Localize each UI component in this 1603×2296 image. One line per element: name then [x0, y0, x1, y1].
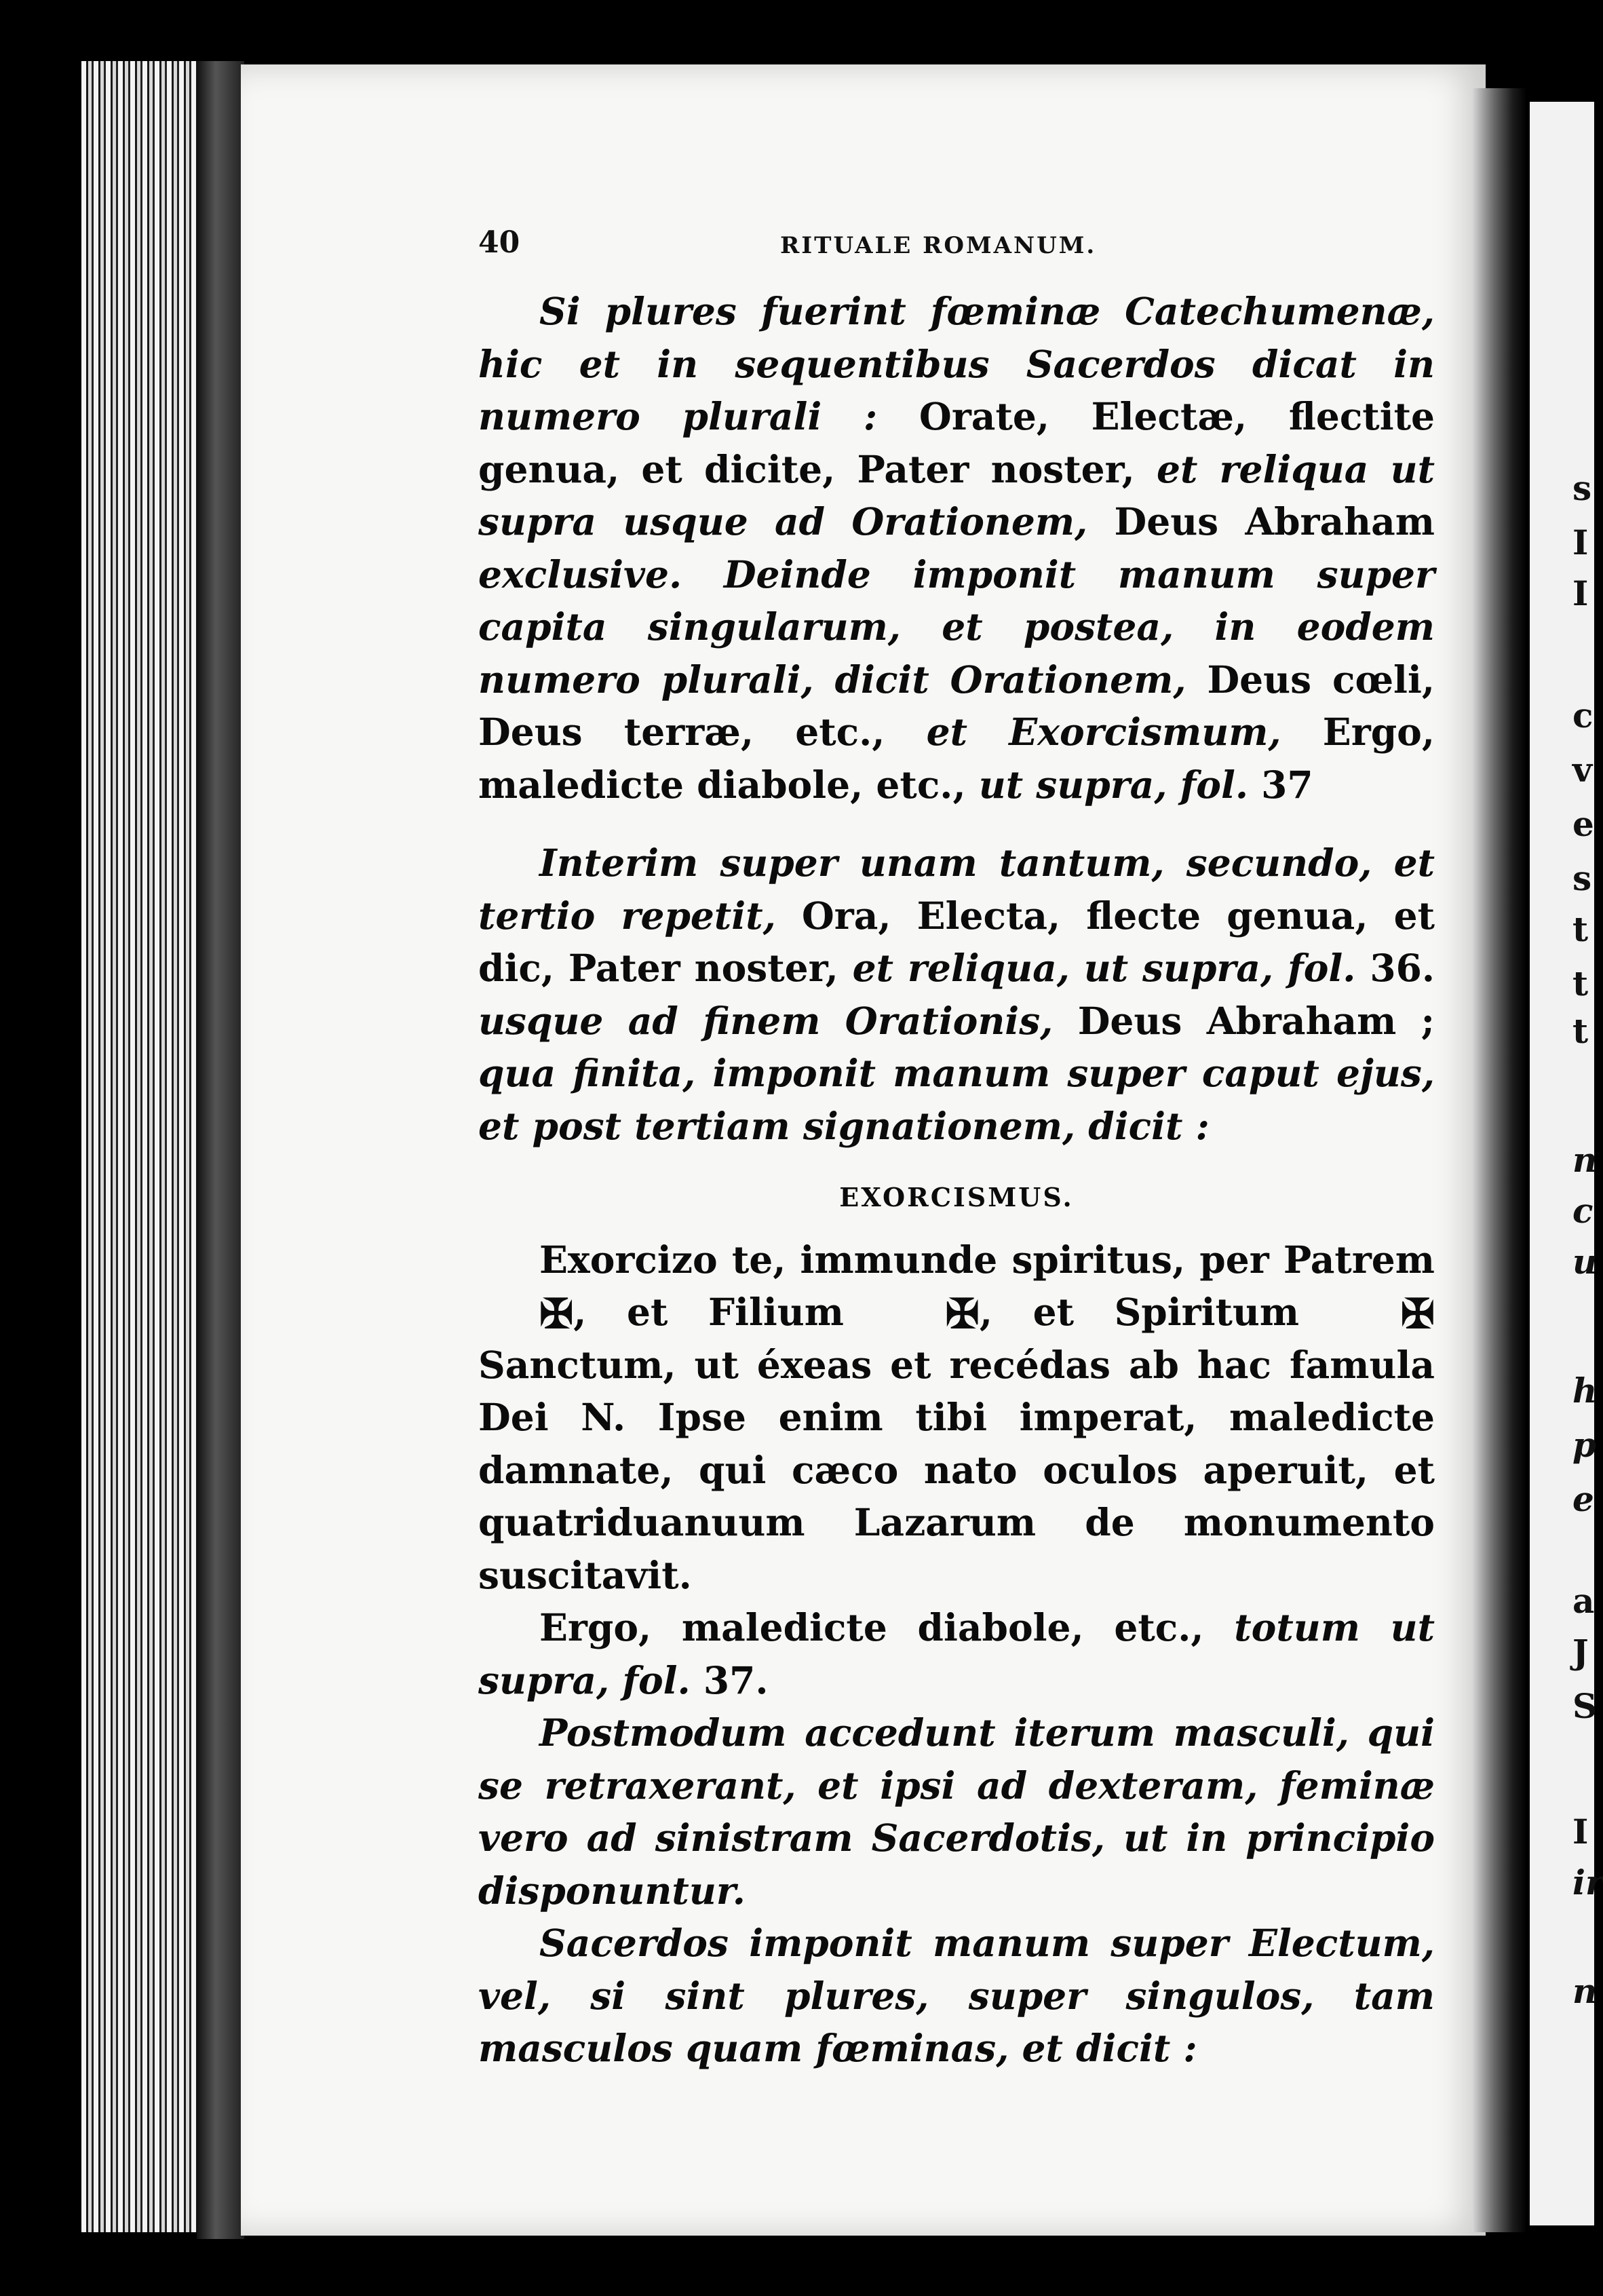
text-segment: Ergo, maledicte diabole, etc.,	[478, 710, 1435, 807]
text-segment: , et Filium	[573, 1290, 885, 1334]
facing-page-fragment: v	[1572, 750, 1593, 790]
text-segment: Ergo, maledicte diabole, etc.,	[539, 1605, 1235, 1649]
rubric-paragraph-2	[478, 837, 1435, 1152]
text-segment: Sanctum, ut éxeas et recédas ab hac famula Dei N. Ipse enim tibi imperat, maledicte damnate, qui cæco nato oculos aperuit, et quatriduanuum Lazarum de monumento suscitavit.	[478, 1342, 1435, 1597]
rubric-paragraph-1	[478, 285, 1435, 811]
facing-page-fragment: e	[1572, 1479, 1594, 1519]
text-segment: Exorcizo te, immunde spiritus, per Patrem	[539, 1237, 1435, 1282]
text-segment: Ora, Electa, flecte genua, et dic, Pater noster,	[478, 893, 1435, 990]
text-segment: Deus Abraham	[1114, 499, 1435, 543]
cross-icon: ✠	[945, 1290, 980, 1338]
ergo-paragraph	[478, 1601, 1435, 1706]
text-segment: Deus cœli, Deus terræ, etc.,	[478, 657, 1435, 754]
text-segment: totum ut supra, fol.	[478, 1605, 1435, 1702]
running-title: RITUALE ROMANUM.	[780, 232, 1097, 259]
text-segment: et reliqua ut supra usque ad Orationem,	[478, 446, 1435, 543]
rubric-paragraph-4: Sacerdos imponit manum super Electum, vel, si sint plures, super singulos, tam masculos quam fœminas, et dicit :	[478, 1921, 1435, 2070]
text-segment: 37.	[703, 1658, 769, 1702]
rubric-paragraph-3: Postmodum accedunt iterum masculi, qui se retraxerant, et ipsi ad dexteram, feminæ vero ad sinistram Sacerdotis, ut in principio disponuntur.	[478, 1710, 1435, 1913]
page-header	[478, 225, 1418, 266]
text-segment: et Exorcismum,	[926, 710, 1323, 754]
facing-page-fragment: I	[1572, 573, 1589, 613]
facing-page-fragment: s	[1572, 858, 1592, 898]
cross-icon: ✠	[1400, 1290, 1435, 1338]
section-heading: EXORCISMUS.	[839, 1182, 1074, 1212]
facing-page-fragment: u	[1572, 1242, 1598, 1282]
facing-page-fragment: n	[1572, 1971, 1598, 2011]
page-body	[478, 285, 1435, 2075]
page-number: 40	[478, 225, 520, 260]
facing-page-fragment: t	[1572, 909, 1589, 949]
facing-page-fragment: t	[1572, 1011, 1589, 1051]
text-segment: exclusive. Deinde imponit manum super capita singularum, et postea, in eodem numero plurali, dicit Orationem,	[478, 552, 1435, 702]
exorcism-paragraph	[478, 1233, 1435, 1602]
text-segment: , et Spiritum	[979, 1290, 1340, 1334]
facing-page-fragment: J	[1572, 1632, 1589, 1672]
text-segment: et reliqua, ut supra, fol.	[852, 946, 1370, 990]
facing-page-fragment: t	[1572, 963, 1589, 1003]
facing-page-fragment: c	[1572, 695, 1594, 735]
facing-page-fragment: p	[1572, 1425, 1596, 1465]
text-segment: Interim super unam tantum, secundo, et tertio repetit,	[478, 841, 1435, 938]
facing-page-fragment: ir	[1572, 1862, 1603, 1902]
facing-page-fragment: c	[1572, 1191, 1594, 1231]
facing-page-fragment: h	[1572, 1371, 1598, 1411]
facing-page-fragment: n	[1572, 1140, 1598, 1180]
text-segment: Deus Abraham ;	[1077, 998, 1435, 1043]
text-segment: Orate, Electæ, flectite genua, et dicite, Pater noster,	[478, 394, 1435, 491]
text-segment: qua finita, imponit manum super caput ejus, et post tertiam signationem, dicit :	[478, 1051, 1435, 1148]
text-segment: Si plures fuerint fœminæ Catechumenæ, hic et in sequentibus Sacerdos dicat in numero plurali :	[478, 289, 1435, 438]
facing-page-fragment: S	[1572, 1686, 1598, 1726]
facing-page-fragment: s	[1572, 468, 1592, 508]
text-segment: usque ad finem Orationis,	[478, 998, 1078, 1043]
text-segment: ut supra, fol.	[978, 762, 1262, 807]
facing-page-fragment: a	[1572, 1581, 1595, 1621]
facing-page-fragment: e	[1572, 804, 1594, 844]
book-gutter	[1472, 88, 1526, 2232]
facing-page-fragment: I	[1572, 522, 1589, 562]
cross-icon: ✠	[539, 1290, 574, 1338]
text-segment: 37	[1261, 762, 1313, 807]
text-segment: 36.	[1370, 946, 1435, 990]
book-spine-shadow	[197, 61, 244, 2239]
facing-page-fragment: I	[1572, 1812, 1589, 1852]
